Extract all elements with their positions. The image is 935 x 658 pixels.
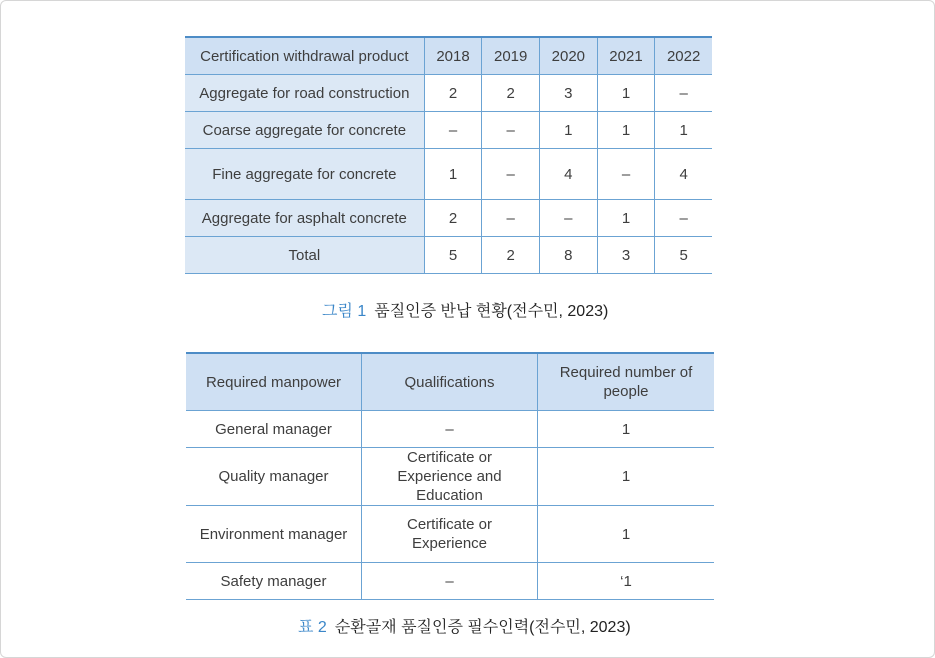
- cell: Certificate or Experience and Education: [362, 448, 538, 506]
- cell: 1: [597, 200, 655, 237]
- cell: ‘1: [538, 563, 715, 600]
- header-2022: 2022: [655, 37, 712, 75]
- row-label: Coarse aggregate for concrete: [185, 112, 424, 149]
- cell: 4: [655, 149, 712, 200]
- header-required-manpower: Required manpower: [186, 353, 362, 411]
- cell: 5: [655, 237, 712, 274]
- table-row: [185, 112, 712, 149]
- header-2020: 2020: [540, 37, 598, 75]
- cell: 8: [540, 237, 598, 274]
- header-2019: 2019: [482, 37, 540, 75]
- cell: 1: [538, 448, 715, 506]
- row-label: Aggregate for road construction: [185, 75, 424, 112]
- cell: 2: [424, 75, 482, 112]
- header-product: Certification withdrawal product: [185, 37, 424, 75]
- cell: Certificate or Experience: [362, 506, 538, 563]
- row-label: General manager: [186, 411, 362, 448]
- cell: 2: [424, 200, 482, 237]
- table2-caption: [298, 614, 631, 637]
- cell: 1: [538, 506, 715, 563]
- cell: 2: [482, 237, 540, 274]
- caption-text: 품질인증 반납 현황(전수민, 2023): [374, 303, 609, 320]
- cell: –: [655, 200, 712, 237]
- cell: 1: [424, 149, 482, 200]
- cell: 1: [597, 112, 655, 149]
- cell: –: [362, 411, 538, 448]
- table1-caption: [322, 298, 608, 321]
- cell: 5: [424, 237, 482, 274]
- cell: 1: [540, 112, 598, 149]
- caption-number: 그림 1: [322, 303, 367, 320]
- cell: 4: [540, 149, 598, 200]
- row-label: Quality manager: [186, 448, 362, 506]
- certification-withdrawal-table: [185, 36, 712, 274]
- header-2021: 2021: [597, 37, 655, 75]
- table-row: [186, 448, 714, 506]
- cell: –: [482, 149, 540, 200]
- cell: 2: [482, 75, 540, 112]
- row-label: Aggregate for asphalt concrete: [185, 200, 424, 237]
- total-row: [185, 237, 712, 274]
- cell: 1: [655, 112, 712, 149]
- row-label: Total: [185, 237, 424, 274]
- header-qualifications: Qualifications: [362, 353, 538, 411]
- cell: –: [597, 149, 655, 200]
- table-row: [185, 75, 712, 112]
- table-row: [186, 506, 714, 563]
- required-manpower-table: [186, 352, 714, 600]
- cell: 1: [538, 411, 715, 448]
- cell: –: [540, 200, 598, 237]
- cell: 3: [540, 75, 598, 112]
- header-required-number: Required number of people: [538, 353, 715, 411]
- row-label: Environment manager: [186, 506, 362, 563]
- row-label: Fine aggregate for concrete: [185, 149, 424, 200]
- table-row: [186, 411, 714, 448]
- table-header-row: [185, 37, 712, 75]
- row-label: Safety manager: [186, 563, 362, 600]
- caption-text: 순환골재 품질인증 필수인력(전수민, 2023): [334, 619, 631, 636]
- table-row: [185, 200, 712, 237]
- cell: –: [424, 112, 482, 149]
- cell: 3: [597, 237, 655, 274]
- caption-number: 표 2: [298, 619, 327, 636]
- cell: –: [482, 200, 540, 237]
- cell: 1: [597, 75, 655, 112]
- cell: –: [482, 112, 540, 149]
- cell: –: [362, 563, 538, 600]
- header-2018: 2018: [424, 37, 482, 75]
- cell: –: [655, 75, 712, 112]
- table-row: [185, 149, 712, 200]
- table-header-row: [186, 353, 714, 411]
- table-row: [186, 563, 714, 600]
